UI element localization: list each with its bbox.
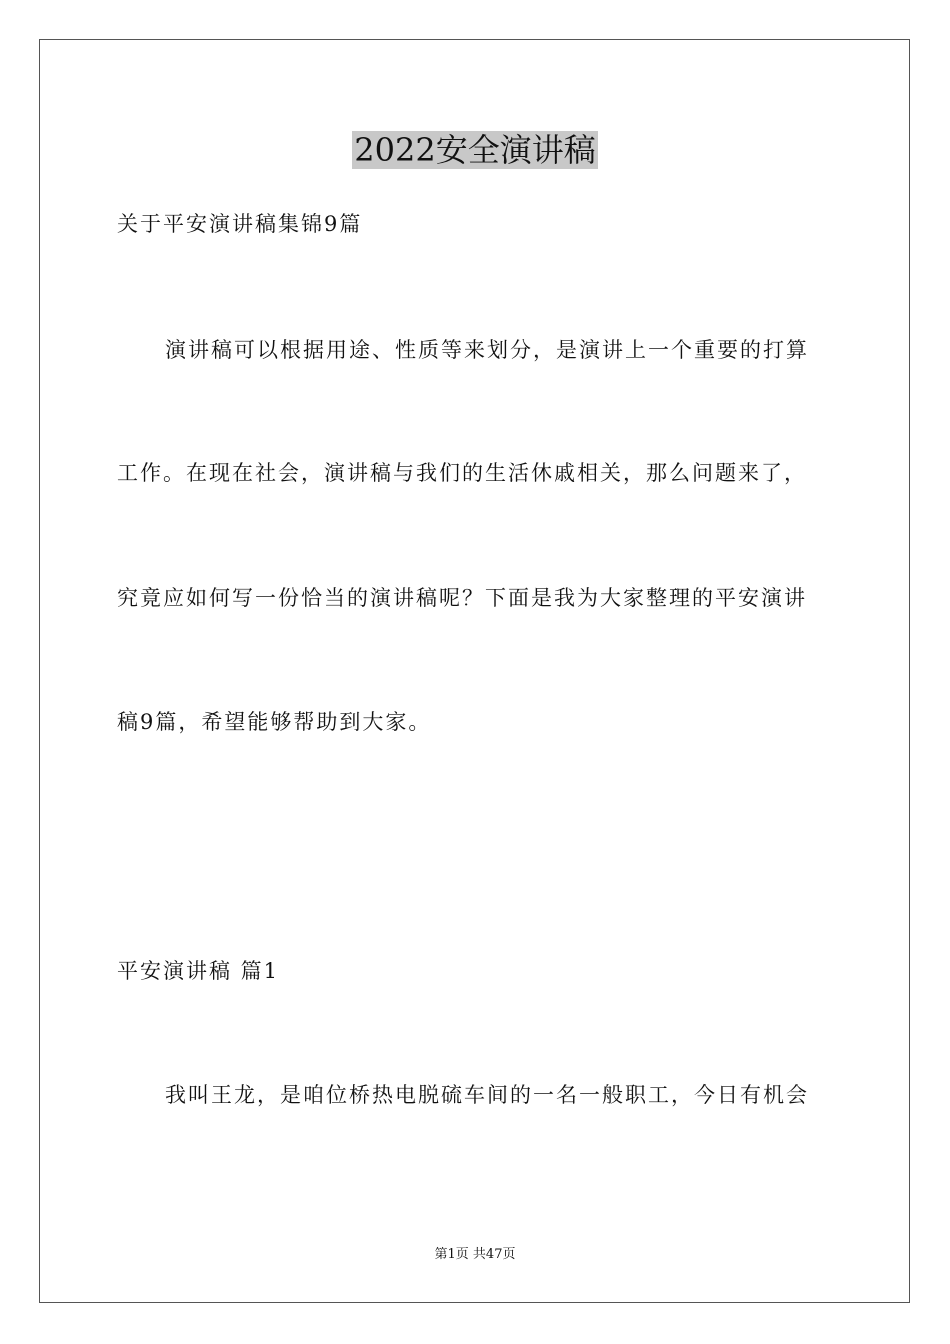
intro-line-4: 稿9篇，希望能够帮助到大家。 bbox=[117, 710, 432, 734]
document-title-text: 2022安全演讲稿 bbox=[354, 131, 596, 169]
intro-line-2: 工作。在现在社会，演讲稿与我们的生活休戚相关，那么问题来了， bbox=[117, 461, 807, 485]
intro-line-1: 演讲稿可以根据用途、性质等来划分，是演讲上一个重要的打算 bbox=[165, 338, 809, 362]
section-heading: 平安演讲稿 篇1 bbox=[117, 959, 280, 983]
section-line-1: 我叫王龙，是咱位桥热电脱硫车间的一名一般职工，今日有机会 bbox=[165, 1083, 809, 1107]
page-number-footer: 第1页 共47页 bbox=[434, 1247, 516, 1262]
document-subtitle: 关于平安演讲稿集锦9篇 bbox=[117, 212, 363, 236]
intro-line-3: 究竟应如何写一份恰当的演讲稿呢？下面是我为大家整理的平安演讲 bbox=[117, 586, 807, 610]
document-title bbox=[0, 128, 950, 172]
